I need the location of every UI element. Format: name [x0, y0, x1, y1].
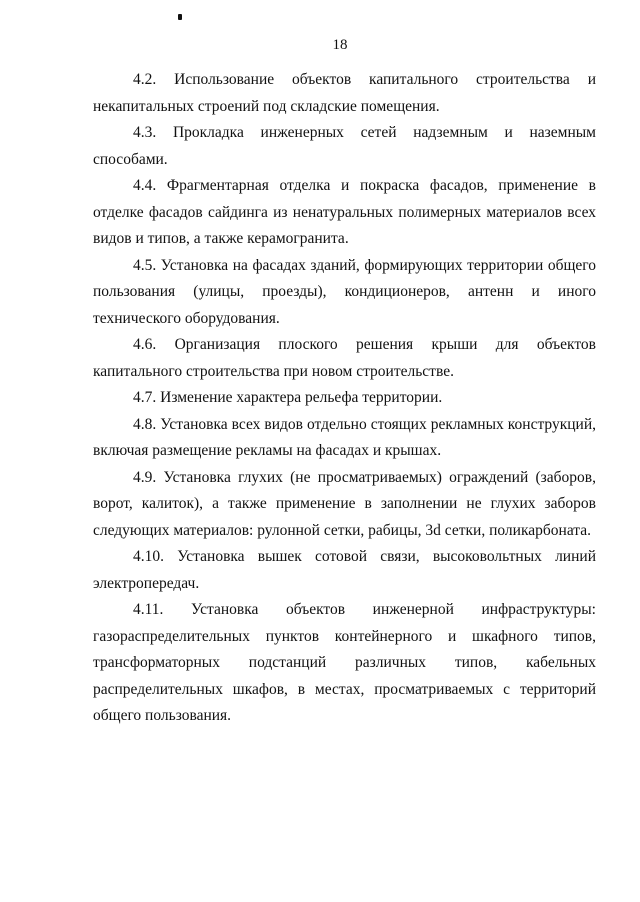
document-body — [93, 67, 596, 730]
paragraph-4-10: 4.10. Установка вышек сотовой связи, высоковольтных линий электропередач. — [93, 548, 596, 592]
paragraph-4-8: 4.8. Установка всех видов отдельно стоящих рекламных конструкций, включая размещение рекламы на фасадах и крышах. — [93, 415, 596, 459]
paragraph-4-4: 4.4. Фрагментарная отделка и покраска фасадов, применение в отделке фасадов сайдинга из ненатуральных полимерных материалов всех видов и типов, а также керамогранита. — [93, 177, 596, 247]
paragraph-4-11: 4.11. Установка объектов инженерной инфраструктуры: газораспределительных пунктов контейнерного и шкафного типов, трансформаторных подстанций различных типов, кабельных распределительных шкафов, в местах, просматриваемых с территорий общего пользования. — [93, 601, 596, 724]
paragraph-4-7: 4.7. Изменение характера рельефа территории. — [133, 389, 443, 406]
scan-artifact-mark — [178, 14, 182, 20]
paragraph-4-2: 4.2. Использование объектов капитального строительства и некапитальных строений под складские помещения. — [93, 71, 596, 115]
paragraph-4-5: 4.5. Установка на фасадах зданий, формирующих территории общего пользования (улицы, проезды), кондиционеров, антенн и иного технического оборудования. — [93, 256, 596, 327]
paragraph-4-3: 4.3. Прокладка инженерных сетей надземным и наземным способами. — [93, 124, 596, 168]
page-number: 18 — [332, 37, 348, 53]
paragraph-4-9: 4.9. Установка глухих (не просматриваемых) ограждений (заборов, ворот, калиток), а также применение в заполнении не глухих заборов следующих материалов: рулонной сетки, рабицы, 3d сетки, поликарбоната. — [93, 468, 596, 539]
paragraph-4-6: 4.6. Организация плоского решения крыши для объектов капитального строительства при новом строительстве. — [93, 336, 596, 380]
